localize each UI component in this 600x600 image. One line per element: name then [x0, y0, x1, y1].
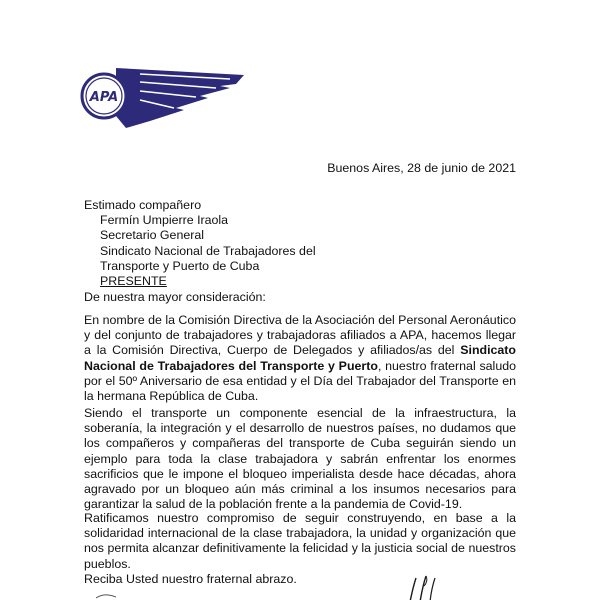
paragraph-3: Ratificamos nuestro compromiso de seguir construyendo, en base a la solidaridad internacional de la clase trabajadora, la unidad y organización que nos permita alcanzar definitivamente la felicidad y la justicia social de nuestros pueblos.	[84, 511, 516, 571]
salutation: Estimado compañero	[84, 198, 202, 212]
signature-stroke-fragment	[96, 592, 116, 600]
apa-winged-logo	[80, 66, 246, 132]
paragraph-1-bold: Sindicato Nacional de Trabajadores del Transporte y Puerto	[84, 343, 516, 373]
greeting: De nuestra mayor consideración:	[84, 290, 266, 304]
closing-line: Reciba Usted nuestro fraternal abrazo.	[84, 572, 297, 586]
paragraph-1-before: En nombre de la Comisión Directiva de la Asociación del Personal Aeronáutico y del conjunto de trabajadores y trabajadoras afiliados a APA, hacemos llegar a la Comisión Directiva, Cuerpo de Delegados y afiliados/as del	[84, 313, 516, 358]
paragraph-1-after: , nuestro fraternal saludo por el 50º Aniversario de esa entidad y el Día del Trabajador del Transporte en la hermana República de Cuba.	[84, 358, 516, 404]
recipient-block	[84, 198, 516, 289]
recipient-org-line1: Sindicato Nacional de Trabajadores del	[100, 243, 316, 258]
paragraph-1	[84, 313, 516, 404]
letter-date: Buenos Aires, 28 de junio de 2021	[327, 161, 516, 175]
presente-label: PRESENTE	[100, 274, 167, 289]
handwritten-signature	[404, 572, 450, 600]
paragraph-2: Siendo el transporte un componente esencial de la infraestructura, la soberanía, la integración y el desarrollo de nuestros países, no dudamos que los compañeros y compañeras del transporte de Cuba seguirán siendo un ejemplo para toda la clase trabajadora y sabrán enfrentar los enormes sacrificios que le impone el bloqueo imperialista desde hace décadas, ahora agravado por un bloqueo aún más criminal a los insumos necesarios para garantizar la salud de la población frente a la pandemia de Covid-19.	[84, 406, 516, 512]
recipient-name: Fermín Umpierre Iraola	[100, 213, 229, 228]
logo-text: APA	[89, 90, 119, 105]
recipient-position: Secretario General	[100, 228, 204, 243]
recipient-org-line2: Transporte y Puerto de Cuba	[100, 258, 260, 273]
